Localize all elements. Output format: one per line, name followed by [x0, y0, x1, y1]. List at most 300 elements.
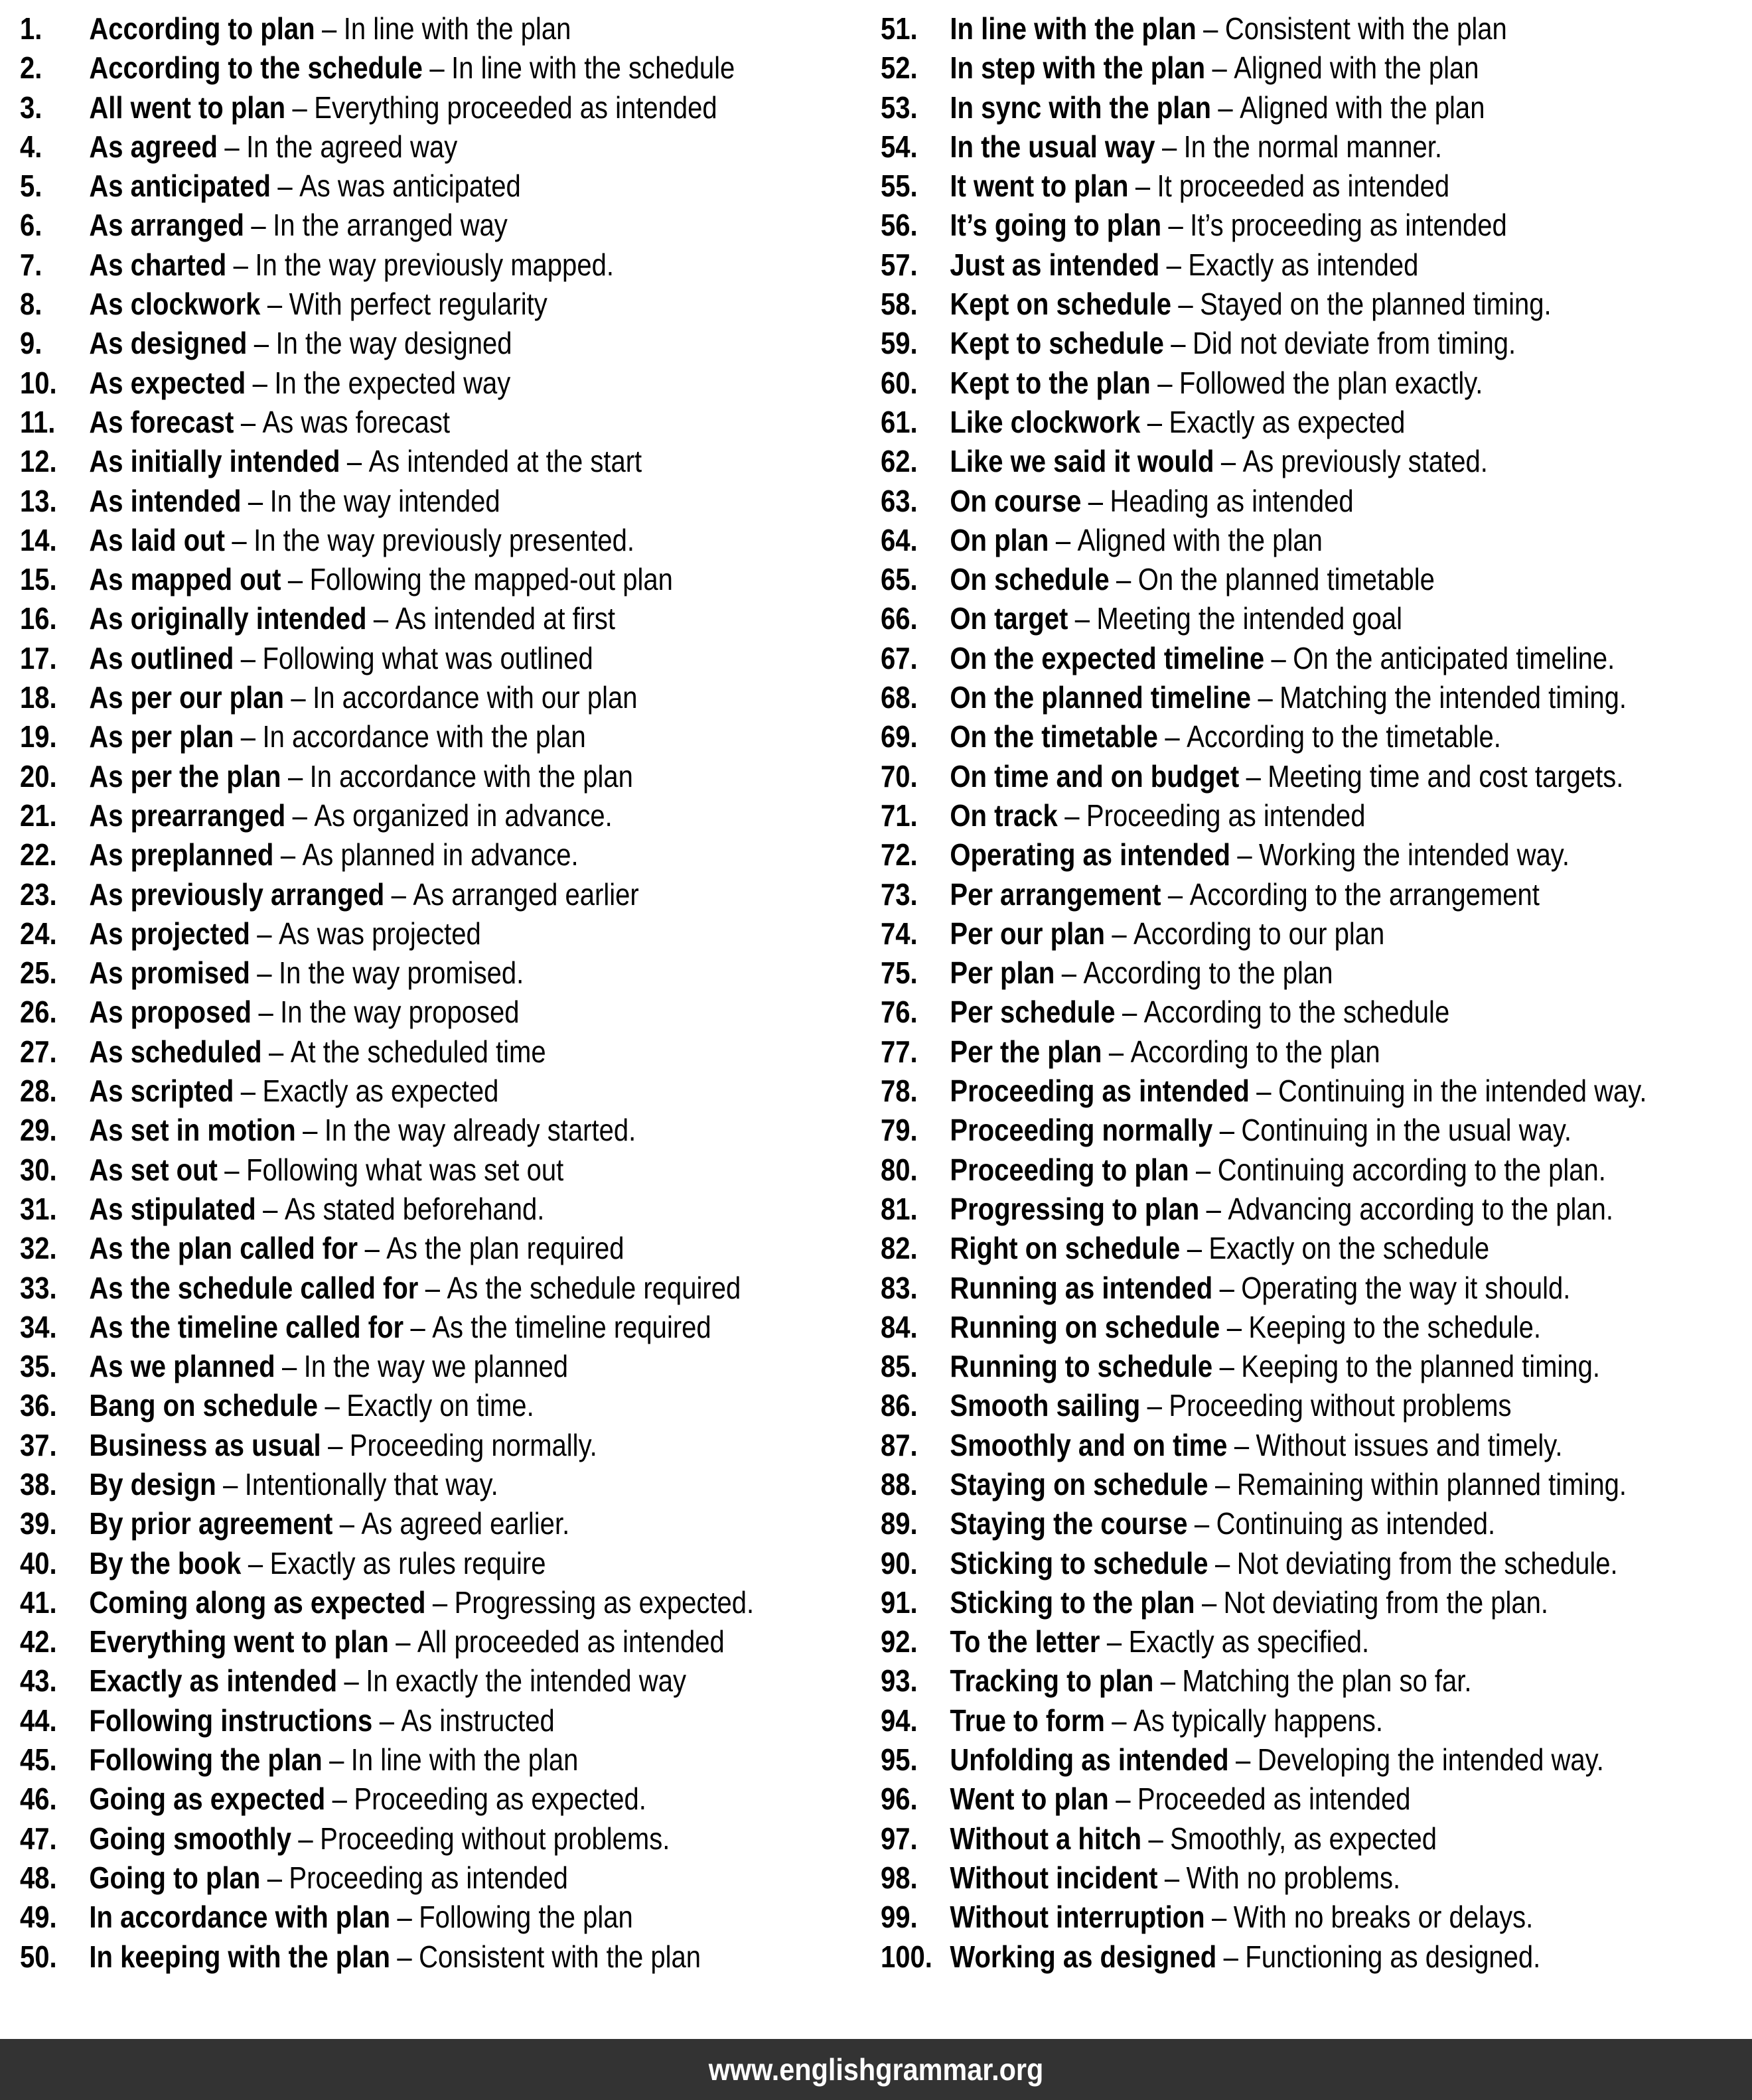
list-item	[20, 599, 754, 638]
list-item	[20, 1072, 754, 1111]
item-number: 84.	[881, 1309, 918, 1344]
item-number: 52.	[881, 50, 918, 86]
item-definition: With perfect regularity	[289, 287, 548, 322]
item-number: 68.	[881, 680, 918, 715]
item-phrase: As we planned	[89, 1349, 275, 1384]
item-phrase: Operating as intended	[950, 837, 1230, 873]
item-separator: –	[1164, 1860, 1180, 1895]
item-separator: –	[397, 1939, 412, 1974]
item-separator: –	[1219, 1349, 1234, 1384]
item-definition: In the way intended	[269, 483, 500, 518]
item-number: 85.	[881, 1349, 918, 1384]
item-phrase: Going as expected	[89, 1782, 326, 1817]
item-definition: As agreed earlier.	[361, 1506, 570, 1541]
item-number: 45.	[20, 1742, 57, 1778]
item-definition: According to the schedule	[1143, 995, 1450, 1030]
item-number: 96.	[881, 1782, 918, 1817]
item-phrase: On the timetable	[950, 719, 1158, 754]
item-number: 48.	[20, 1860, 57, 1895]
item-separator: –	[1147, 404, 1163, 439]
item-phrase: As previously arranged	[89, 876, 385, 912]
item-definition: As the schedule required	[447, 1270, 741, 1305]
list-item	[881, 1819, 1646, 1858]
item-phrase: Exactly as intended	[89, 1663, 338, 1699]
list-item	[20, 9, 754, 48]
item-definition: As intended at the start	[368, 444, 642, 479]
list-item	[20, 1622, 754, 1661]
item-number: 17.	[20, 640, 57, 675]
item-number: 23.	[20, 876, 57, 912]
list-item	[20, 245, 754, 285]
item-phrase: Per plan	[950, 955, 1055, 991]
item-phrase: By the book	[89, 1545, 242, 1580]
item-separator: –	[1112, 1703, 1127, 1738]
item-separator: –	[1148, 1821, 1163, 1856]
item-phrase: Running on schedule	[950, 1309, 1220, 1344]
item-phrase: As anticipated	[89, 169, 271, 204]
list-item	[881, 953, 1646, 993]
item-separator: –	[344, 1663, 359, 1699]
item-separator: –	[232, 522, 247, 557]
item-number: 65.	[881, 562, 918, 597]
item-separator: –	[248, 1545, 263, 1580]
item-number: 94.	[881, 1703, 918, 1738]
list-item	[881, 1740, 1646, 1780]
item-definition: As was anticipated	[299, 169, 521, 204]
item-definition: Functioning as designed.	[1245, 1939, 1541, 1974]
item-number: 10.	[20, 365, 57, 400]
item-phrase: Going to plan	[89, 1860, 261, 1895]
item-phrase: Going smoothly	[89, 1821, 291, 1856]
item-number: 99.	[881, 1900, 918, 1935]
item-definition: In line with the schedule	[451, 50, 735, 86]
item-separator: –	[1178, 287, 1193, 322]
item-separator: –	[1226, 1309, 1242, 1344]
item-number: 62.	[881, 444, 918, 479]
item-definition: Matching the intended timing.	[1279, 680, 1627, 715]
item-number: 15.	[20, 562, 57, 597]
item-separator: –	[429, 50, 445, 86]
item-number: 16.	[20, 601, 57, 636]
item-number: 40.	[20, 1545, 57, 1580]
item-definition: In the expected way	[274, 365, 511, 400]
item-number: 58.	[881, 287, 918, 322]
item-number: 56.	[881, 208, 918, 243]
item-number: 73.	[881, 876, 918, 912]
item-definition: As organized in advance.	[314, 798, 613, 833]
item-definition: Proceeding as expected.	[354, 1782, 646, 1817]
item-separator: –	[240, 404, 256, 439]
item-definition: As arranged earlier	[413, 876, 639, 912]
item-separator: –	[257, 916, 272, 951]
item-separator: –	[251, 208, 266, 243]
item-phrase: As agreed	[89, 129, 218, 164]
item-phrase: Kept to the plan	[950, 365, 1151, 400]
item-definition: Exactly as expected	[1169, 404, 1406, 439]
item-number: 74.	[881, 916, 918, 951]
item-phrase: As scripted	[89, 1074, 234, 1109]
item-separator: –	[240, 719, 256, 754]
item-number: 7.	[20, 247, 42, 282]
item-definition: Following what was set out	[246, 1152, 564, 1187]
item-number: 4.	[20, 129, 42, 164]
item-number: 98.	[881, 1860, 918, 1895]
item-number: 18.	[20, 680, 57, 715]
item-definition: Following what was outlined	[262, 640, 593, 675]
list-item	[20, 1111, 754, 1150]
item-separator: –	[1236, 1742, 1251, 1778]
item-number: 3.	[20, 90, 42, 125]
item-definition: Following the mapped-out plan	[309, 562, 673, 597]
item-number: 55.	[881, 169, 918, 204]
list-item	[20, 1701, 754, 1740]
list-item	[881, 364, 1646, 403]
item-phrase: In keeping with the plan	[89, 1939, 390, 1974]
item-number: 6.	[20, 208, 42, 243]
list-item	[881, 9, 1646, 48]
item-number: 91.	[881, 1584, 918, 1620]
item-separator: –	[233, 247, 248, 282]
item-phrase: In accordance with plan	[89, 1900, 391, 1935]
item-number: 83.	[881, 1270, 918, 1305]
item-definition: Not deviating from the plan.	[1223, 1584, 1549, 1620]
item-phrase: As per our plan	[89, 680, 284, 715]
item-separator: –	[224, 129, 240, 164]
item-definition: Following the plan	[419, 1900, 633, 1935]
item-number: 35.	[20, 1349, 57, 1384]
list-item	[881, 482, 1646, 521]
item-definition: In exactly the intended way	[366, 1663, 686, 1699]
item-definition: According to the arrangement	[1189, 876, 1540, 912]
item-definition: In the normal manner.	[1183, 129, 1442, 164]
item-number: 75.	[881, 955, 918, 991]
item-phrase: Proceeding to plan	[950, 1152, 1189, 1187]
list-item	[20, 1937, 754, 1977]
item-phrase: To the letter	[950, 1624, 1100, 1659]
item-separator: –	[1160, 1663, 1175, 1699]
list-item	[20, 914, 754, 953]
item-definition: In the arranged way	[273, 208, 508, 243]
item-separator: –	[332, 1782, 347, 1817]
item-definition: Did not deviate from timing.	[1192, 326, 1516, 361]
item-definition: Working the intended way.	[1259, 837, 1570, 873]
item-number: 80.	[881, 1152, 918, 1187]
item-definition: Heading as intended	[1110, 483, 1354, 518]
item-number: 38.	[20, 1466, 57, 1502]
item-separator: –	[373, 601, 389, 636]
list-item	[20, 1858, 754, 1898]
item-number: 5.	[20, 169, 42, 204]
item-separator: –	[1055, 522, 1071, 557]
item-phrase: Staying the course	[950, 1506, 1188, 1541]
item-phrase: As set out	[89, 1152, 218, 1187]
item-number: 90.	[881, 1545, 918, 1580]
list-item	[20, 1386, 754, 1425]
list-item	[20, 1661, 754, 1701]
list-item	[20, 1583, 754, 1622]
item-separator: –	[263, 1191, 278, 1226]
item-separator: –	[1258, 680, 1273, 715]
item-phrase: Running as intended	[950, 1270, 1213, 1305]
item-separator: –	[1161, 129, 1177, 164]
item-number: 13.	[20, 483, 57, 518]
item-phrase: As promised	[89, 955, 250, 991]
list-item	[881, 1583, 1646, 1622]
item-number: 97.	[881, 1821, 918, 1856]
item-separator: –	[248, 483, 263, 518]
item-separator: –	[1147, 1388, 1162, 1423]
item-definition: Aligned with the plan	[1234, 50, 1479, 86]
list-item	[881, 993, 1646, 1032]
item-separator: –	[287, 562, 303, 597]
item-number: 2.	[20, 50, 42, 86]
item-phrase: On schedule	[950, 562, 1110, 597]
item-phrase: Proceeding normally	[950, 1113, 1213, 1148]
item-phrase: Without interruption	[950, 1900, 1205, 1935]
item-phrase: As designed	[89, 326, 248, 361]
item-phrase: In sync with the plan	[950, 90, 1211, 125]
list-item	[20, 1898, 754, 1937]
list-item	[20, 1151, 754, 1190]
item-definition: Consistent with the plan	[419, 1939, 701, 1974]
item-phrase: Progressing to plan	[950, 1191, 1200, 1226]
item-phrase: As the plan called for	[89, 1231, 358, 1266]
item-phrase: As the timeline called for	[89, 1309, 404, 1344]
item-definition: Advancing according to the plan.	[1228, 1191, 1614, 1226]
list-item	[20, 993, 754, 1032]
item-number: 14.	[20, 522, 57, 557]
item-phrase: As per plan	[89, 719, 234, 754]
item-phrase: Sticking to the plan	[950, 1584, 1195, 1620]
item-phrase: Per schedule	[950, 995, 1116, 1030]
item-number: 59.	[881, 326, 918, 361]
item-phrase: As projected	[89, 916, 250, 951]
item-phrase: As originally intended	[89, 601, 367, 636]
item-separator: –	[267, 1860, 282, 1895]
item-phrase: As per the plan	[89, 758, 281, 794]
item-phrase: Coming along as expected	[89, 1584, 426, 1620]
item-phrase: On the expected timeline	[950, 640, 1265, 675]
item-separator: –	[1166, 247, 1181, 282]
list-item	[881, 1898, 1646, 1937]
list-item	[881, 1190, 1646, 1229]
item-definition: It proceeded as intended	[1157, 169, 1450, 204]
item-definition: Exactly as rules require	[269, 1545, 546, 1580]
item-definition: In line with the plan	[350, 1742, 579, 1778]
item-phrase: As prearranged	[89, 798, 286, 833]
item-phrase: Following the plan	[89, 1742, 323, 1778]
list-item	[20, 442, 754, 481]
item-phrase: Just as intended	[950, 247, 1160, 282]
item-definition: In accordance with our plan	[313, 680, 638, 715]
item-number: 42.	[20, 1624, 57, 1659]
item-separator: –	[1088, 483, 1104, 518]
item-number: 60.	[881, 365, 918, 400]
list-item	[20, 796, 754, 835]
footer-url: www.englishgrammar.org	[708, 2052, 1044, 2087]
item-number: 51.	[881, 11, 918, 46]
item-number: 20.	[20, 758, 57, 794]
item-number: 89.	[881, 1506, 918, 1541]
item-number: 67.	[881, 640, 918, 675]
item-definition: All proceeded as intended	[417, 1624, 725, 1659]
list-item	[20, 1504, 754, 1543]
item-definition: Exactly on time.	[346, 1388, 534, 1423]
item-number: 78.	[881, 1074, 918, 1109]
item-separator: –	[240, 1074, 256, 1109]
item-separator: –	[287, 758, 303, 794]
item-definition: As the plan required	[386, 1231, 624, 1266]
item-separator: –	[280, 837, 296, 873]
item-phrase: As clockwork	[89, 287, 261, 322]
item-phrase: As the schedule called for	[89, 1270, 419, 1305]
item-separator: –	[1215, 1466, 1230, 1502]
item-phrase: It’s going to plan	[950, 208, 1162, 243]
item-phrase: Without a hitch	[950, 1821, 1142, 1856]
item-phrase: Kept to schedule	[950, 326, 1164, 361]
list-item	[20, 482, 754, 521]
item-definition: As typically happens.	[1133, 1703, 1383, 1738]
item-separator: –	[1196, 1152, 1211, 1187]
item-number: 22.	[20, 837, 57, 873]
item-number: 11.	[20, 404, 56, 439]
item-phrase: As arranged	[89, 208, 244, 243]
list-item	[881, 1465, 1646, 1504]
item-number: 30.	[20, 1152, 57, 1187]
item-phrase: Smooth sailing	[950, 1388, 1141, 1423]
list-item	[20, 1269, 754, 1308]
item-phrase: As laid out	[89, 522, 225, 557]
list-item	[881, 167, 1646, 206]
item-phrase: Like we said it would	[950, 444, 1214, 479]
list-item	[881, 1780, 1646, 1819]
item-separator: –	[1219, 1113, 1234, 1148]
item-number: 37.	[20, 1427, 57, 1462]
list-item	[881, 1386, 1646, 1425]
item-separator: –	[328, 1427, 343, 1462]
item-separator: –	[303, 1113, 318, 1148]
list-item	[20, 285, 754, 324]
item-definition: In the way proposed	[280, 995, 520, 1030]
item-separator: –	[1215, 1545, 1230, 1580]
item-definition: In the way already started.	[324, 1113, 636, 1148]
item-definition: Exactly as intended	[1188, 247, 1419, 282]
list-item	[881, 88, 1646, 127]
item-number: 66.	[881, 601, 918, 636]
list-item	[881, 678, 1646, 717]
item-separator: –	[1212, 50, 1227, 86]
item-definition: Proceeding without problems.	[320, 1821, 670, 1856]
item-definition: Exactly as specified.	[1128, 1624, 1370, 1659]
item-definition: In the way previously presented.	[254, 522, 635, 557]
item-separator: –	[1106, 1624, 1122, 1659]
item-number: 77.	[881, 1034, 918, 1069]
item-phrase: On the planned timeline	[950, 680, 1252, 715]
item-number: 92.	[881, 1624, 918, 1659]
item-phrase: By design	[89, 1466, 216, 1502]
item-separator: –	[1116, 1782, 1131, 1817]
item-number: 8.	[20, 287, 42, 322]
list-item	[881, 1269, 1646, 1308]
item-definition: As intended at first	[395, 601, 616, 636]
item-phrase: Smoothly and on time	[950, 1427, 1228, 1462]
item-definition: According to the plan	[1130, 1034, 1380, 1069]
item-phrase: As preplanned	[89, 837, 274, 873]
list-item	[881, 1858, 1646, 1898]
item-number: 12.	[20, 444, 57, 479]
item-separator: –	[257, 955, 272, 991]
item-definition: Meeting time and cost targets.	[1268, 758, 1624, 794]
item-definition: According to our plan	[1133, 916, 1385, 951]
list-item	[20, 1347, 754, 1386]
item-definition: Keeping to the planned timing.	[1241, 1349, 1600, 1384]
phrase-list-column-right	[881, 9, 1752, 1977]
item-separator: –	[391, 876, 406, 912]
item-separator: –	[1074, 601, 1090, 636]
item-definition: As the timeline required	[432, 1309, 711, 1344]
list-item	[881, 875, 1646, 914]
list-item	[20, 835, 754, 875]
item-number: 76.	[881, 995, 918, 1030]
list-item	[881, 1661, 1646, 1701]
item-phrase: As mapped out	[89, 562, 281, 597]
list-item	[881, 1151, 1646, 1190]
list-item	[20, 206, 754, 245]
list-item	[881, 245, 1646, 285]
item-phrase: Business as usual	[89, 1427, 321, 1462]
list-item	[881, 796, 1646, 835]
list-item	[20, 1190, 754, 1229]
list-item	[20, 88, 754, 127]
item-separator: –	[258, 995, 273, 1030]
item-number: 25.	[20, 955, 57, 991]
item-phrase: In the usual way	[950, 129, 1155, 164]
item-separator: –	[1165, 719, 1180, 754]
item-separator: –	[1219, 1270, 1234, 1305]
item-separator: –	[410, 1309, 425, 1344]
item-separator: –	[325, 1388, 340, 1423]
list-item	[20, 48, 754, 88]
item-definition: Operating the way it should.	[1241, 1270, 1571, 1305]
item-phrase: According to plan	[89, 11, 315, 46]
item-number: 95.	[881, 1742, 918, 1778]
item-definition: Followed the plan exactly.	[1179, 365, 1483, 400]
item-phrase: As initially intended	[89, 444, 340, 479]
item-separator: –	[277, 169, 293, 204]
item-separator: –	[1135, 169, 1151, 204]
item-phrase: On time and on budget	[950, 758, 1240, 794]
list-item	[20, 717, 754, 756]
list-item	[881, 324, 1646, 363]
list-item	[20, 1544, 754, 1583]
item-definition: With no breaks or delays.	[1233, 1900, 1534, 1935]
item-separator: –	[1203, 11, 1218, 46]
item-phrase: On track	[950, 798, 1058, 833]
list-item	[20, 403, 754, 442]
item-phrase: In step with the plan	[950, 50, 1206, 86]
list-item	[881, 717, 1646, 756]
item-separator: –	[322, 11, 337, 46]
item-definition: Proceeded as intended	[1137, 1782, 1411, 1817]
item-definition: As instructed	[401, 1703, 555, 1738]
list-item	[881, 757, 1646, 796]
item-phrase: Went to plan	[950, 1782, 1109, 1817]
item-phrase: In line with the plan	[950, 11, 1197, 46]
list-item	[881, 206, 1646, 245]
list-item	[881, 1111, 1646, 1150]
item-separator: –	[1157, 365, 1173, 400]
item-definition: Intentionally that way.	[244, 1466, 498, 1502]
